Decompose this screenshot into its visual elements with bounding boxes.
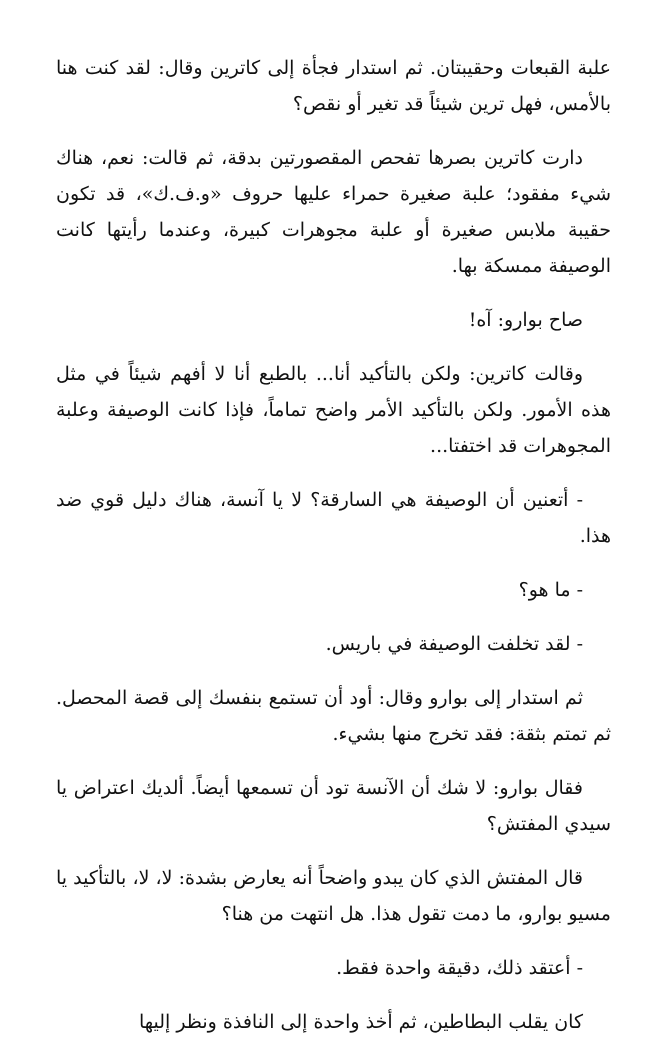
paragraph-9: فقال بوارو: لا شك أن الآنسة تود أن تسمعها أيضاً. ألديك اعتراض يا سيدي المفتش؟ bbox=[56, 777, 611, 835]
paragraph-10: قال المفتش الذي كان يبدو واضحاً أنه يعارض بشدة: لا، لا، بالتأكيد يا مسيو بوارو، ما دمت تقول هذا. هل انتهت من هنا؟ bbox=[56, 867, 611, 925]
book-page bbox=[56, 50, 611, 1058]
paragraph-7: - لقد تخلفت الوصيفة في باريس. bbox=[325, 633, 583, 655]
paragraph-2: دارت كاترين بصرها تفحص المقصورتين بدقة، ثم قالت: نعم، هناك شيء مفقود؛ علبة صغيرة حمراء عليها حروف «و.ف.ك»، قد تكون حقيبة ملابس صغيرة أو علبة مجوهرات كبيرة، وعندما رأيتها كانت الوصيفة ممسكة بها. bbox=[56, 147, 611, 277]
paragraph-5: - أتعنين أن الوصيفة هي السارقة؟ لا يا آنسة، هناك دليل قوي ضد هذا. bbox=[56, 489, 611, 547]
paragraph-3: صاح بوارو: آه! bbox=[468, 309, 583, 331]
paragraph-4: وقالت كاترين: ولكن بالتأكيد أنا... بالطبع أنا لا أفهم شيئاً في مثل هذه الأمور. ولكن بالتأكيد الأمر واضح تماماً، فإذا كانت الوصيفة وعلبة المجوهرات قد اختفتا... bbox=[56, 363, 611, 457]
paragraph-6: - ما هو؟ bbox=[518, 579, 583, 601]
paragraph-12: كان يقلب البطاطين، ثم أخذ واحدة إلى النافذة ونظر إليها bbox=[138, 1011, 583, 1033]
paragraph-8: ثم استدار إلى بوارو وقال: أود أن تستمع بنفسك إلى قصة المحصل. ثم تمتم بثقة: فقد تخرج منها بشيء. bbox=[56, 687, 611, 745]
paragraph-11: - أعتقد ذلك، دقيقة واحدة فقط. bbox=[336, 957, 583, 979]
paragraph-1: علبة القبعات وحقيبتان. ثم استدار فجأة إلى كاترين وقال: لقد كنت هنا بالأمس، فهل ترين شيئاً قد تغير أو نقص؟ bbox=[56, 57, 611, 115]
